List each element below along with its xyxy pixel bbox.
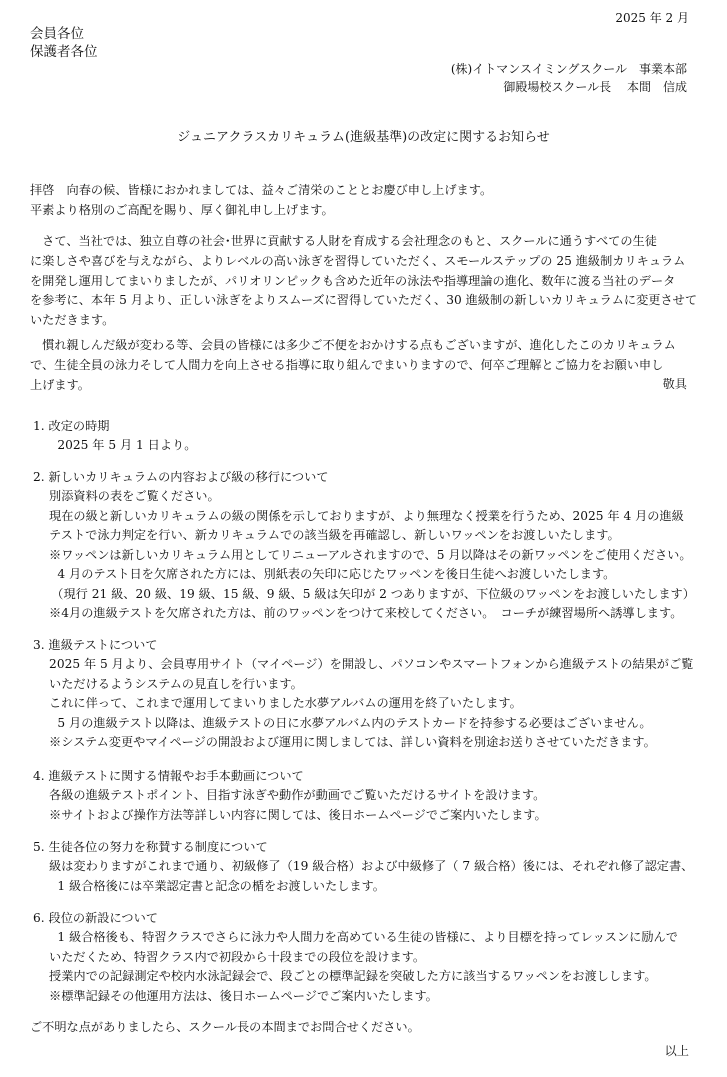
- document-title: ジュニアクラスカリキュラム(進級基準)の改定に関するお知らせ: [177, 130, 550, 145]
- recipient-guardians: 保護者各位: [30, 44, 98, 60]
- section-line: 級は変わりますがこれまで通り、初級修了（19 級合格）および中級修了（ 7 級合格）後には、それぞれ修了認定書、: [33, 859, 694, 873]
- paragraph-line: 上げます。: [30, 377, 90, 392]
- paragraph-line: さて、当社では、独立自尊の社会･世界に貢献する人財を育成する会社理念のもと、スクールに通うすべての生徒: [30, 234, 657, 248]
- paragraph-line: いただきます。: [30, 313, 115, 328]
- paragraph-line: で、生徒全員の泳力そして人間力を向上させる指導に取り組んでまいりますので、何卒ご理解とご協力をお願い申し: [30, 357, 664, 372]
- paragraph-line: 拝啓 向春の候、皆様におかれましては、益々ご清栄のこととお慶び申し上げます。: [30, 183, 493, 197]
- section-line: 1 級合格後には卒業認定書と記念の楯をお渡しいたします。: [33, 878, 385, 893]
- section-line: ※ワッペンは新しいカリキュラム用としてリニューアルされますので、5 月以降はその新ワッペンをご使用ください。: [33, 547, 692, 562]
- section-line: 4 月のテスト日を欠席された方には、別紙表の矢印に応じたワッペンを後日生徒へお渡しいたします。: [33, 567, 616, 581]
- section-title: 3. 進級テストについて: [33, 638, 158, 652]
- section-line: 現在の級と新しいカリキュラムの級の関係を示しておりますが、より無理なく授業を行うため、2025 年 4 月の進級: [33, 508, 684, 523]
- section-line: ※システム変更やマイページの開設および運用に関しましては、詳しい資料を別途お送りさせていただきます。: [33, 735, 656, 749]
- closing-keigu: 敬具: [662, 377, 687, 391]
- section-line: これに伴って、これまで運用してまいりました水夢アルバムの運用を終了いたします。: [33, 696, 522, 710]
- section-line: 別添資料の表をご覧ください。: [33, 489, 220, 503]
- sender-manager: 御殿場校スクール長 本間 信成: [503, 80, 687, 94]
- section-line: 5 月の進級テスト以降は、進級テストの日に水夢アルバム内のテストカードを持参する必要はございません。: [33, 715, 652, 730]
- section-test: [33, 635, 713, 753]
- section-line: 2025 年 5 月より、会員専用サイト（マイページ）を開設し、パソコンやスマートフォンから進級テストの結果がご覧: [33, 657, 694, 671]
- section-curriculum: [33, 467, 713, 624]
- paragraph-line: 慣れ親しんだ級が変わる等、会員の皆様には多少ご不便をおかけする点もございますが、進化したこのカリキュラム: [30, 338, 676, 352]
- paragraph-line: を参考に、本年 5 月より、正しい泳ぎをよりスムーズに習得していただく、30 進級制の新しいカリキュラムに変更させて: [30, 293, 698, 308]
- section-line: いただけるようシステムの見直しを行います。: [33, 676, 303, 691]
- paragraph-line: を開発し運用してまいりましたが、パリオリンピックも含めた近年の泳法や指導理論の進化、数年に渡る当社のデータ: [30, 273, 676, 288]
- section-line: 授業内での記録測定や校内水泳記録会で、段ごとの標準記録を突破した方に該当するワッペンをお渡しします。: [33, 969, 657, 983]
- section-line: （現行 21 級、20 級、19 級、15 級、9 級、5 級は矢印が 2 つありますが、下位級のワッペンをお渡しいたします）: [33, 586, 695, 601]
- section-line: ※4月の進級テストを欠席された方は、前のワッペンをつけて来校してください。 コーチが練習場所へ誘導します。: [33, 606, 683, 620]
- body-paragraph-1: [30, 232, 710, 331]
- section-line: 各級の進級テストポイント、目指す泳ぎや動作が動画でご覧いただけるサイトを設けます。: [33, 788, 546, 802]
- section-title: 1. 改定の時期: [33, 419, 110, 433]
- recipient-members: 会員各位: [30, 26, 84, 42]
- section-line: 2025 年 5 月 1 日より。: [33, 438, 197, 452]
- paragraph-line: 平素より格別のご高配を賜り、厚く御礼申し上げます。: [30, 202, 334, 217]
- recipients: [30, 25, 98, 61]
- section-dan-ranks: [33, 908, 713, 1006]
- section-line: 1 級合格後も、特習クラスでさらに泳力や人間力を高めている生徒の皆様に、より目標を持ってレッスンに励んで: [33, 930, 678, 944]
- sender-company: (株)イトマンスイミングスクール 事業本部: [450, 62, 687, 76]
- section-title: 5. 生徒各位の努力を称賛する制度について: [33, 840, 268, 854]
- section-title: 2. 新しいカリキュラムの内容および級の移行について: [33, 470, 329, 484]
- section-line: ※標準記録その他運用方法は、後日ホームページでご案内いたします。: [33, 988, 438, 1003]
- section-videos: [33, 766, 713, 825]
- issue-date: 2025 年 2 月: [615, 11, 689, 25]
- body-paragraph-2: [30, 336, 710, 395]
- section-awards: [33, 837, 713, 896]
- paragraph-line: に楽しさや喜びを与えながら、よりレベルの高い泳ぎを習得していただく、スモールステップの 25 進級制カリキュラム: [30, 253, 686, 268]
- section-line: テストで泳力判定を行い、新カリキュラムでの該当級を再確認し、新しいワッペンをお渡しいたします。: [33, 528, 620, 542]
- section-title: 4. 進級テストに関する情報やお手本動画について: [33, 769, 304, 783]
- section-timing: [33, 416, 713, 456]
- section-line: ※サイトおよび操作方法等詳しい内容に関しては、後日ホームページでご案内いたします。: [33, 807, 547, 822]
- section-title: 6. 段位の新設について: [33, 911, 158, 925]
- closing-ijou: 以上: [664, 1044, 689, 1058]
- contact-line: ご不明な点がありましたら、スクール長の本間までお問合せください。: [30, 1020, 420, 1034]
- section-line: いただくため、特習クラス内で初段から十段までの段位を設けます。: [33, 949, 426, 964]
- greeting-paragraph: [30, 181, 710, 221]
- sender-block: [451, 60, 687, 96]
